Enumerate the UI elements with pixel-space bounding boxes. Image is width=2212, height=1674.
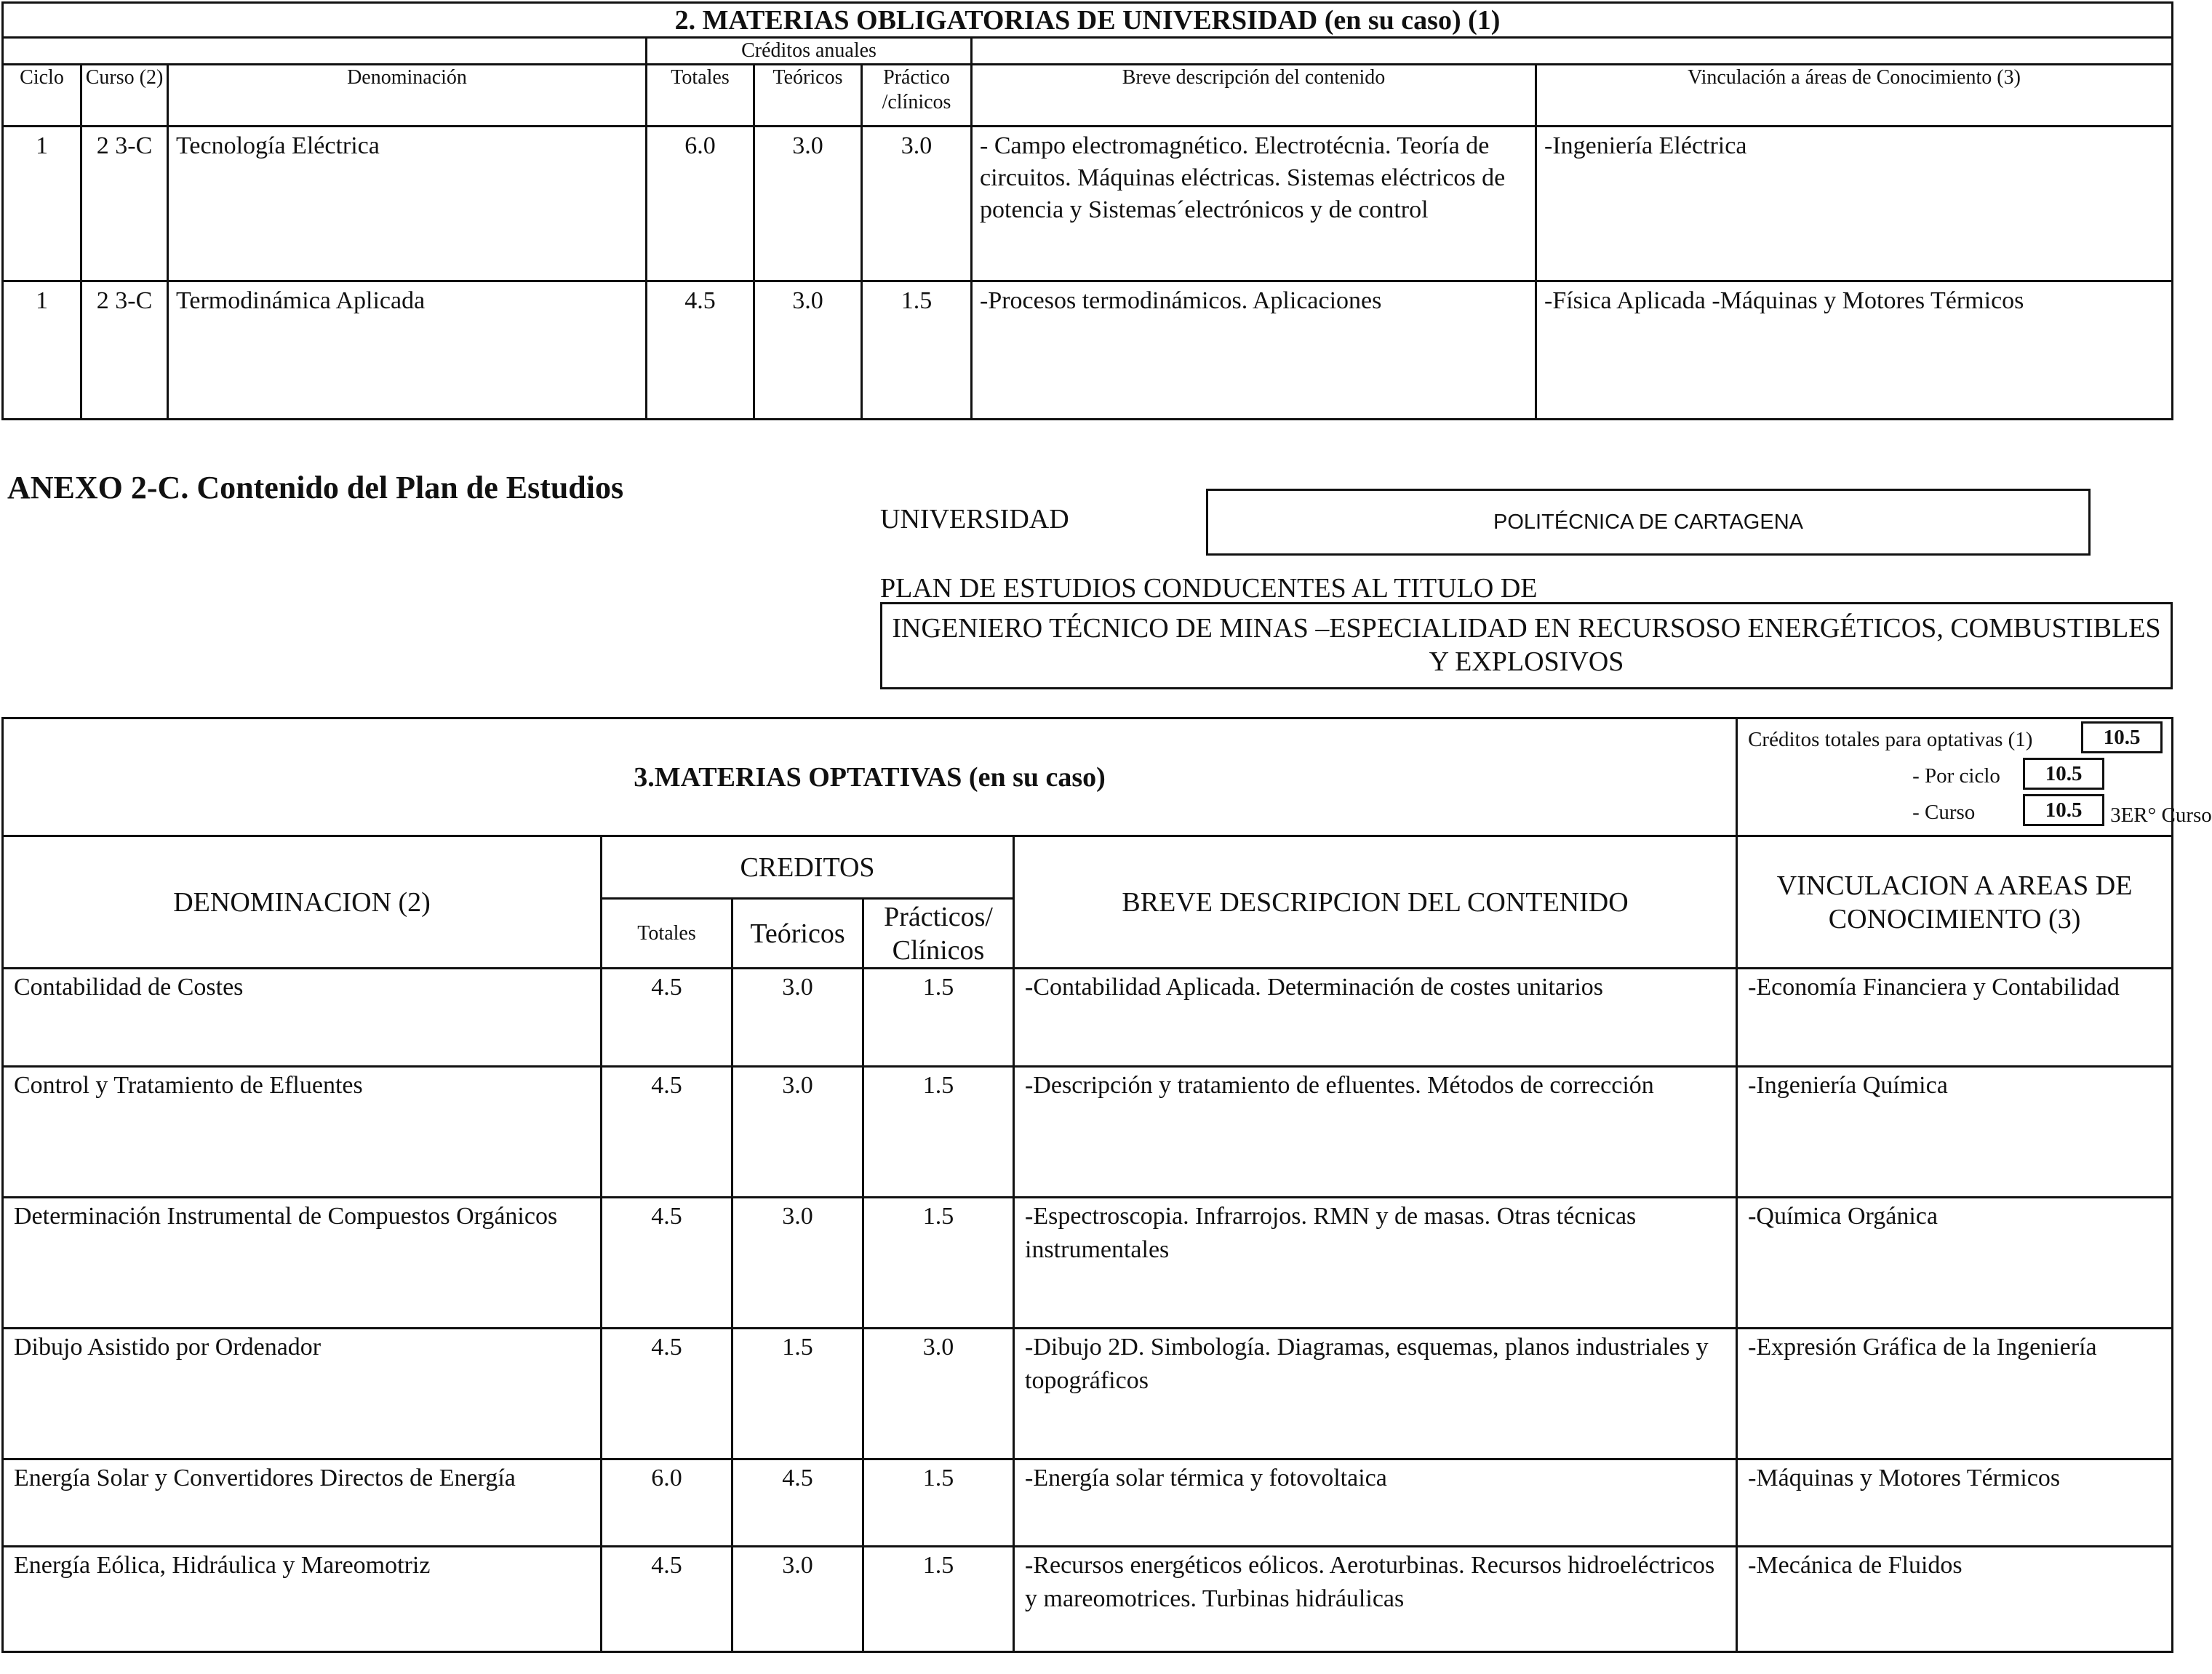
descripcion-cell: -Espectroscopia. Infrarrojos. RMN y de masas. Otras técnicas instrumentales — [1014, 1198, 1737, 1329]
plan-value: INGENIERO TÉCNICO DE MINAS –ESPECIALIDAD EN RECURSOSO ENERGÉTICOS, COMBUSTIBLES Y EXPLOSIVOS — [892, 613, 2161, 677]
totales-cell: 4.5 — [602, 1067, 732, 1198]
table-row — [3, 281, 2173, 420]
practicos-cell: 1.5 — [863, 1198, 1014, 1329]
totales-cell: 6.0 — [602, 1459, 732, 1547]
curso-note: 3ER° Curso — [2110, 804, 2212, 827]
vinculacion-cell: -Economía Financiera y Contabilidad — [1737, 969, 2173, 1067]
ciclo-header: Ciclo — [3, 65, 81, 127]
totales-cell: 6.0 — [647, 127, 754, 281]
denominacion-cell: Control y Tratamiento de Efluentes — [3, 1067, 602, 1198]
teoricos-cell: 1.5 — [732, 1329, 863, 1459]
universidad-label: UNIVERSIDAD — [880, 504, 1069, 534]
teoricos-cell: 3.0 — [732, 969, 863, 1067]
practicos-cell: 1.5 — [863, 1459, 1014, 1547]
table-row — [3, 1067, 2173, 1198]
totales-cell: 4.5 — [647, 281, 754, 420]
vinculacion-cell: -Ingeniería Eléctrica — [1536, 127, 2173, 281]
creditos-totales-value: 10.5 — [2081, 721, 2163, 753]
denominacion-cell: Termodinámica Aplicada — [168, 281, 647, 420]
practico-cell: 1.5 — [862, 281, 972, 420]
vinculacion-header: Vinculación a áreas de Conocimiento (3) — [1536, 65, 2173, 127]
optativas-table — [1, 717, 2212, 1653]
teoricos-cell: 3.0 — [754, 281, 862, 420]
totales-cell: 4.5 — [602, 1198, 732, 1329]
practico-header: Práctico /clínicos — [862, 65, 972, 127]
practicos-cell: 3.0 — [863, 1329, 1014, 1459]
vinculacion-cell: -Máquinas y Motores Térmicos — [1737, 1459, 2173, 1547]
teoricos-cell: 3.0 — [732, 1067, 863, 1198]
totales-header: Totales — [602, 899, 732, 969]
denominacion-cell: Energía Solar y Convertidores Directos de Energía — [3, 1459, 602, 1547]
totales-cell: 4.5 — [602, 1547, 732, 1652]
vinculacion-cell: -Ingeniería Química — [1737, 1067, 2173, 1198]
curso-label: - Curso — [1912, 801, 1976, 824]
annex-title: ANEXO 2-C. Contenido del Plan de Estudios — [7, 470, 624, 505]
plan-box — [880, 602, 2173, 689]
descripcion-header: BREVE DESCRIPCION DEL CONTENIDO — [1014, 836, 1737, 969]
optativas-title: 3.MATERIAS OPTATIVAS (en su caso) — [3, 718, 1737, 836]
vinculacion-cell: -Mecánica de Fluidos — [1737, 1547, 2173, 1652]
curso-cell: 2 3-C — [81, 281, 168, 420]
teoricos-cell: 4.5 — [732, 1459, 863, 1547]
plan-label: PLAN DE ESTUDIOS CONDUCENTES AL TITULO DE — [880, 573, 1538, 604]
creditos-anuales-header: Créditos anuales — [647, 38, 972, 65]
vinculacion-cell: -Física Aplicada -Máquinas y Motores Térmicos — [1536, 281, 2173, 420]
denominacion-header: Denominación — [168, 65, 647, 127]
practico-cell: 3.0 — [862, 127, 972, 281]
denominacion-cell: Tecnología Eléctrica — [168, 127, 647, 281]
teoricos-cell: 3.0 — [732, 1547, 863, 1652]
curso-header: Curso (2) — [81, 65, 168, 127]
denominacion-cell: Energía Eólica, Hidráulica y Mareomotriz — [3, 1547, 602, 1652]
teoricos-cell: 3.0 — [754, 127, 862, 281]
creditos-totales-label: Créditos totales para optativas (1) — [1748, 728, 2033, 751]
teoricos-header: Teóricos — [754, 65, 862, 127]
denominacion-header: DENOMINACION (2) — [3, 836, 602, 969]
ciclo-cell: 1 — [3, 281, 81, 420]
curso-value: 10.5 — [2023, 794, 2104, 826]
por-ciclo-value: 10.5 — [2023, 758, 2104, 790]
table-row — [3, 969, 2173, 1067]
practicos-cell: 1.5 — [863, 1547, 1014, 1652]
denominacion-cell: Determinación Instrumental de Compuestos Orgánicos — [3, 1198, 602, 1329]
por-ciclo-label: - Por ciclo — [1912, 764, 2000, 788]
practicos-cell: 1.5 — [863, 1067, 1014, 1198]
table-row — [3, 1459, 2173, 1547]
table-row — [3, 1547, 2173, 1652]
table-row — [3, 127, 2173, 281]
creditos-header: CREDITOS — [602, 836, 1014, 899]
totales-cell: 4.5 — [602, 969, 732, 1067]
teoricos-cell: 3.0 — [732, 1198, 863, 1329]
teoricos-header: Teóricos — [732, 899, 863, 969]
descripcion-cell: -Procesos termodinámicos. Aplicaciones — [972, 281, 1536, 420]
vinculacion-cell: -Química Orgánica — [1737, 1198, 2173, 1329]
denominacion-cell: Contabilidad de Costes — [3, 969, 602, 1067]
universidad-value: POLITÉCNICA DE CARTAGENA — [1493, 510, 1803, 534]
descripcion-cell: -Recursos energéticos eólicos. Aeroturbinas. Recursos hidroeléctricos y mareomotrices. Turbinas hidráulicas — [1014, 1547, 1737, 1652]
vinculacion-header: VINCULACION A AREAS DE CONOCIMIENTO (3) — [1737, 836, 2173, 969]
universidad-box — [1206, 489, 2091, 556]
descripcion-header: Breve descripción del contenido — [972, 65, 1536, 127]
table-row — [3, 1329, 2173, 1459]
vinculacion-cell: -Expresión Gráfica de la Ingeniería — [1737, 1329, 2173, 1459]
totales-cell: 4.5 — [602, 1329, 732, 1459]
descripcion-cell: -Dibujo 2D. Simbología. Diagramas, esquemas, planos industriales y topográficos — [1014, 1329, 1737, 1459]
totales-header: Totales — [647, 65, 754, 127]
descripcion-cell: - Campo electromagnético. Electrotécnia. Teoría de circuitos. Máquinas eléctricas. Sistemas eléctricos de potencia y Sistemas´electrónicos y de control — [972, 127, 1536, 281]
ciclo-cell: 1 — [3, 127, 81, 281]
curso-cell: 2 3-C — [81, 127, 168, 281]
practicos-header: Prácticos/ Clínicos — [863, 899, 1014, 969]
table-row — [3, 1198, 2173, 1329]
obligatorias-table — [1, 1, 2173, 420]
descripcion-cell: -Descripción y tratamiento de efluentes. Métodos de corrección — [1014, 1067, 1737, 1198]
descripcion-cell: -Contabilidad Aplicada. Determinación de costes unitarios — [1014, 969, 1737, 1067]
practicos-cell: 1.5 — [863, 969, 1014, 1067]
denominacion-cell: Dibujo Asistido por Ordenador — [3, 1329, 602, 1459]
descripcion-cell: -Energía solar térmica y fotovoltaica — [1014, 1459, 1737, 1547]
creditos-optativas-box — [1737, 718, 2212, 836]
obligatorias-title: 2. MATERIAS OBLIGATORIAS DE UNIVERSIDAD (en su caso) (1) — [3, 3, 2173, 38]
